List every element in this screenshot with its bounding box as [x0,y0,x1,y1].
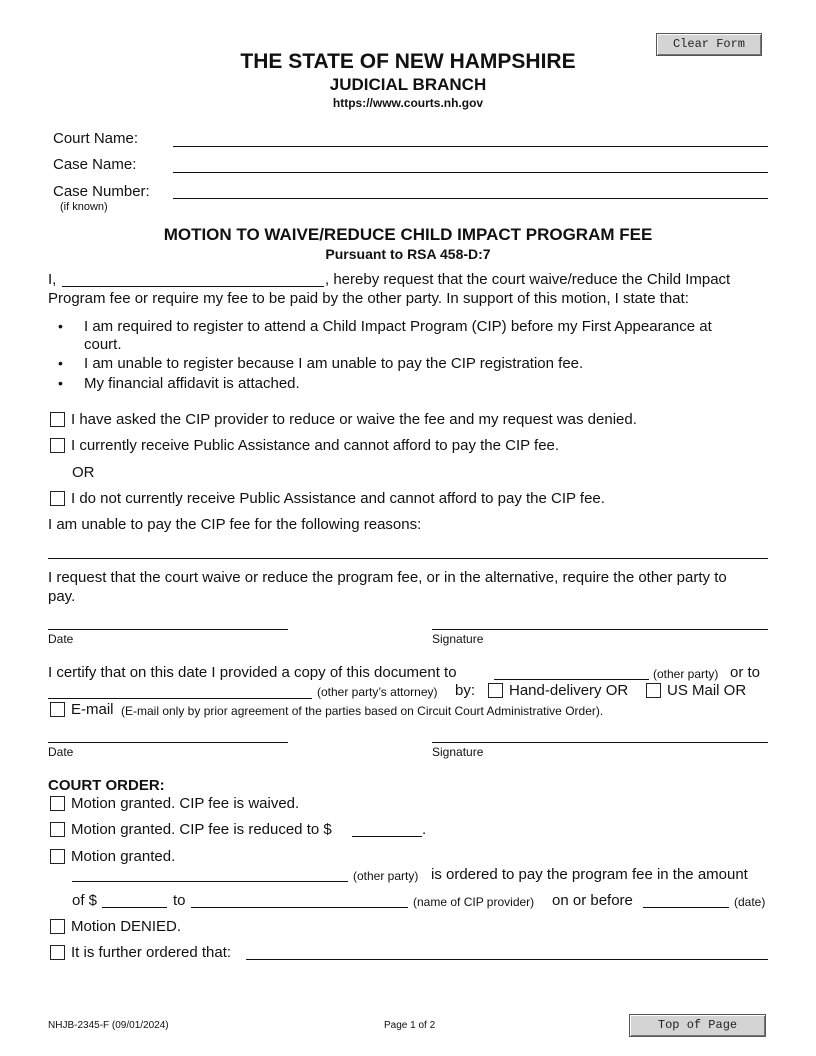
email-label: E-mail [71,701,114,718]
reduced-amount-field[interactable] [352,836,422,837]
no-public-assistance-checkbox[interactable] [50,491,65,506]
date-field[interactable] [48,742,288,743]
denied-order-checkbox[interactable] [50,919,65,934]
clear-form-button[interactable]: Clear Form [656,33,762,56]
order-other-party-note: (other party) [353,869,419,883]
of-amount-label: of $ [72,892,98,909]
further-order-label: It is further ordered that: [71,944,232,961]
further-order-checkbox[interactable] [50,945,65,960]
order-date-note: (date) [734,895,766,909]
signature-field[interactable] [432,629,768,630]
intro-line2: Program fee or require my fee to be paid by the other party. In support of this motion, I state that: [48,290,689,307]
waived-label: Motion granted. CIP fee is waived. [71,795,300,812]
reduced-period: . [422,821,427,838]
attorney-field[interactable] [48,698,312,699]
court-name-label: Court Name: [53,130,139,147]
public-assistance-label: I currently receive Public Assistance and cannot afford to pay the CIP fee. [71,437,560,454]
case-number-field[interactable] [173,198,768,199]
page-number: Page 1 of 2 [384,1020,436,1031]
court-order-heading: COURT ORDER: [48,777,165,794]
other-party-field[interactable] [494,679,649,680]
certify-text: I certify that on this date I provided a copy of this document to [48,664,457,681]
bullet-item-cont: court. [84,336,122,353]
bullet-icon: • [58,375,63,391]
case-name-label: Case Name: [53,156,137,173]
state-title: THE STATE OF NEW HAMPSHIRE [240,50,576,73]
request-line2: pay. [48,588,76,605]
branch-title: JUDICIAL BRANCH [329,75,487,94]
court-name-field[interactable] [173,146,768,147]
reasons-field[interactable] [48,558,768,559]
order-other-party-field[interactable] [72,881,348,882]
date-label: Date [48,632,74,646]
order-date-field[interactable] [643,907,729,908]
granted-checkbox[interactable] [50,849,65,864]
email-note: (E-mail only by prior agreement of the parties based on Circuit Court Administrative Order). [121,704,604,718]
bullet-icon: • [58,318,63,334]
provider-field[interactable] [191,907,408,908]
date-field[interactable] [48,629,288,630]
date-label: Date [48,745,74,759]
case-number-label: Case Number: [53,183,150,200]
intro-prefix: I, [48,271,57,288]
ordered-text: is ordered to pay the program fee in the amount [431,866,748,883]
if-known-note: (if known) [60,201,108,213]
or-to-label: or to [730,664,761,681]
reasons-label: I am unable to pay the CIP fee for the following reasons: [48,516,422,533]
bullet-icon: • [58,355,63,371]
public-assistance-checkbox[interactable] [50,438,65,453]
hand-delivery-checkbox[interactable] [488,683,503,698]
email-checkbox[interactable] [50,702,65,717]
attorney-note: (other party’s attorney) [317,685,438,699]
granted-label: Motion granted. [71,848,176,865]
by-label: by: [455,682,476,699]
form-id: NHJB-2345-F (09/01/2024) [48,1020,169,1031]
motion-title: MOTION TO WAIVE/REDUCE CHILD IMPACT PROGRAM FEE [163,225,653,244]
waived-checkbox[interactable] [50,796,65,811]
provider-note: (name of CIP provider) [413,895,535,909]
signature-label: Signature [432,632,484,646]
denied-order-label: Motion DENIED. [71,918,182,935]
intro-line1: , hereby request that the court waive/reduce the Child Impact [325,271,731,288]
bullet-item: I am unable to register because I am unable to pay the CIP registration fee. [84,355,584,372]
reduced-label: Motion granted. CIP fee is reduced to $ [71,821,332,838]
motion-subtitle: Pursuant to RSA 458-D:7 [325,246,491,262]
case-name-field[interactable] [173,172,768,173]
reduced-checkbox[interactable] [50,822,65,837]
bullet-item: My financial affidavit is attached. [84,375,300,392]
to-label: to [173,892,186,909]
on-before-label: on or before [552,892,633,909]
request-line1: I request that the court waive or reduce the program fee, or in the alternative, require the other party to [48,569,727,586]
us-mail-label: US Mail OR [667,682,747,699]
courts-url: https://www.courts.nh.gov [332,96,484,110]
bullet-item: I am required to register to attend a Child Impact Program (CIP) before my First Appearance at [84,318,712,335]
signature-field[interactable] [432,742,768,743]
movant-name-field[interactable] [62,286,324,287]
or-label: OR [72,464,95,481]
order-amount-field[interactable] [102,907,167,908]
further-order-field[interactable] [246,959,768,960]
signature-label: Signature [432,745,484,759]
denied-label: I have asked the CIP provider to reduce or waive the fee and my request was denied. [71,411,637,428]
hand-delivery-label: Hand-delivery OR [509,682,629,699]
top-of-page-button[interactable]: Top of Page [629,1014,766,1037]
us-mail-checkbox[interactable] [646,683,661,698]
no-public-assistance-label: I do not currently receive Public Assistance and cannot afford to pay the CIP fee. [71,490,605,507]
other-party-note: (other party) [653,667,719,681]
denied-checkbox[interactable] [50,412,65,427]
